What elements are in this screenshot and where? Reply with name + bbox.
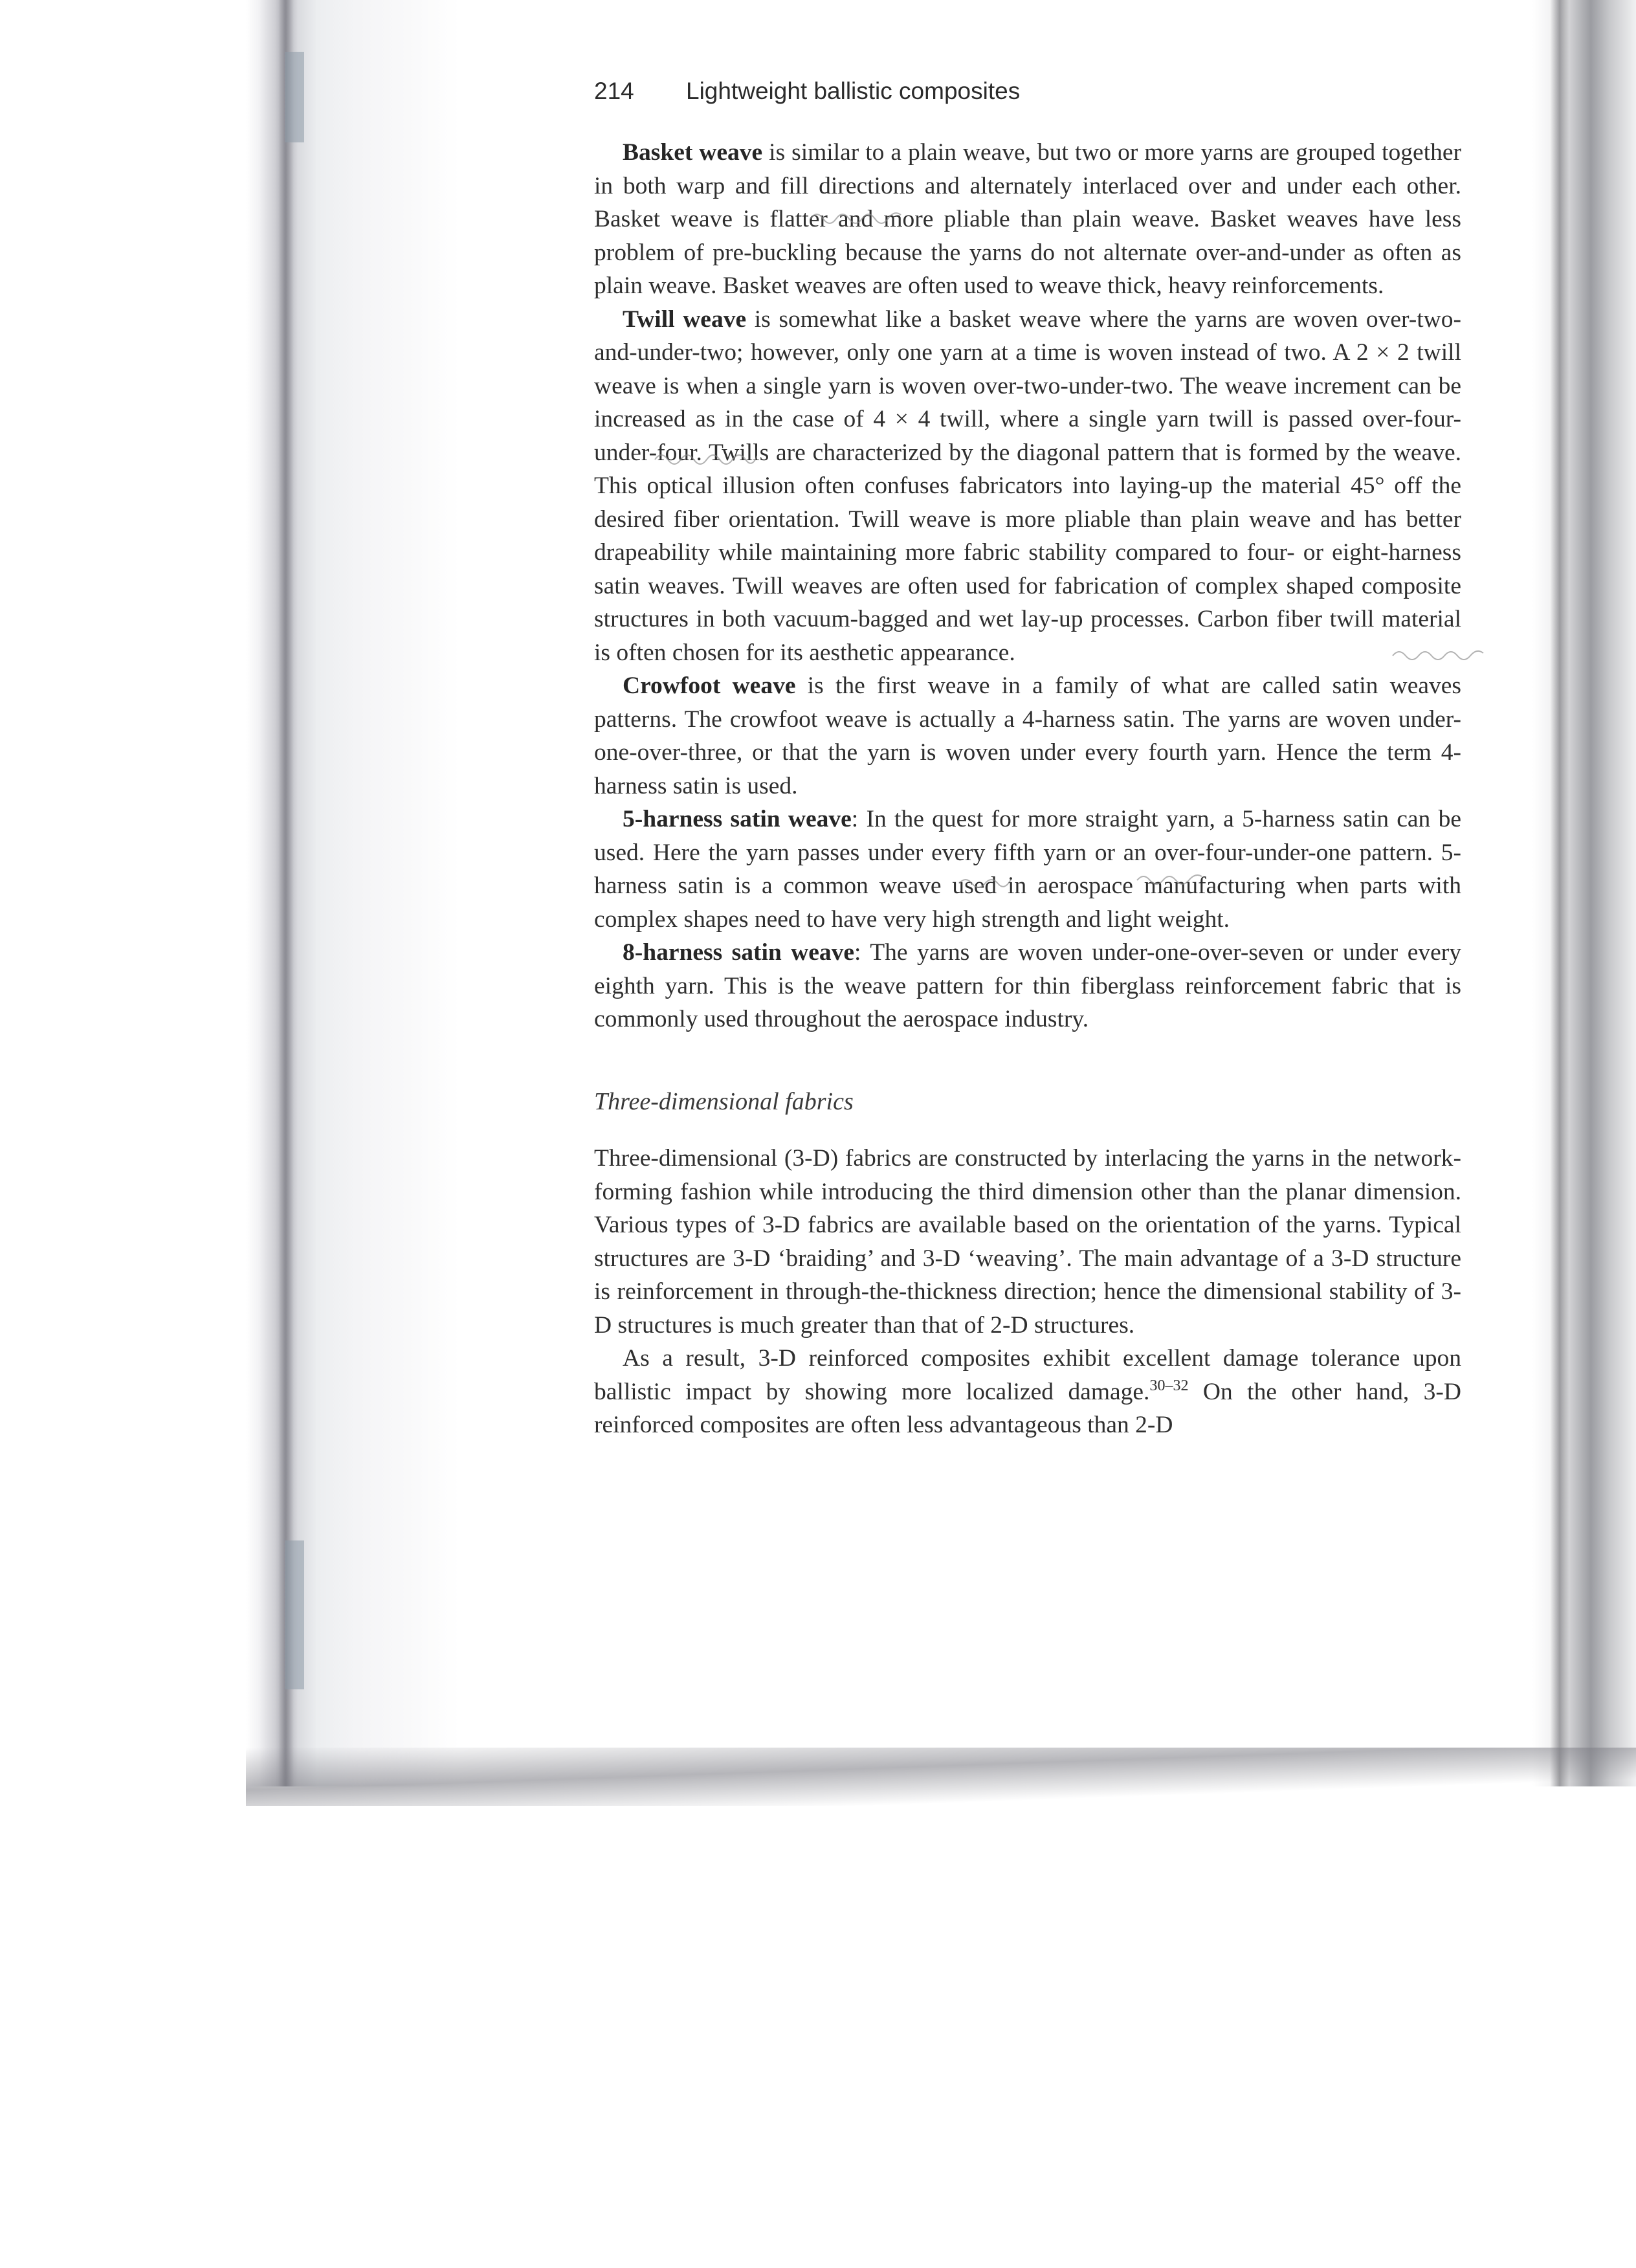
paragraph-text: is somewhat like a basket weave where the yarns are woven over-two-and-under-two; however, only one yarn at a time is woven instead of two. A 2 × 2 twill weave is when a single yarn is woven over-two-under-two. The weave increment can be increased as in the case of 4 × 4 twill, where a single yarn twill is passed over-four-under-four. Twills are characterized by the diagonal pattern that is formed by the weave. This optical illusion often confuses fabricators into laying-up the material 45° off the desired fiber orientation. Twill weave is more pliable than plain weave and has better drapeability while maintaining more fabric stability compared to four- or eight-harness satin weaves. Twill weaves are often used for fabrication of complex shaped composite structures in both vacuum-bagged and wet lay-up processes. Carbon fiber twill material is often chosen for its aesthetic appearance. — [594, 306, 1461, 666]
spine-stripe-top — [285, 52, 304, 142]
term-8-harness-satin: 8-harness satin weave — [623, 939, 855, 966]
book-page — [594, 78, 1461, 1442]
paragraph-text: is the first weave in a family of what are called satin weaves patterns. The crowfoot weave is actually a 4-harness satin. The yarns are woven under-one-over-three, or that the yarn is woven under every fourth yarn. Hence the term 4-harness satin is used. — [594, 673, 1461, 799]
page-bottom-edge-shadow — [246, 1748, 1636, 1806]
page-number: 214 — [594, 78, 634, 104]
spine-stripe-bottom — [285, 1540, 304, 1689]
pencil-annotation-squiggle — [958, 871, 1016, 890]
paragraph-text: is similar to a plain weave, but two or more yarns are grouped together in both warp and fill directions and alternately interlaced over and under each other. Basket weave is flatter and more pliable than plain weave. Basket weaves have less problem of pre-buckling because the yarns do not alternate over-and-under as often as plain weave. Basket weaves are often used to weave thick, heavy reinforcements. — [594, 139, 1461, 299]
paragraph-text: : The yarns are woven under-one-over-seven or under every eighth yarn. This is the weave pattern for thin fiberglass reinforcement fabric that is commonly used throughout the aerospace industry. — [594, 939, 1462, 1032]
paragraph-crowfoot-weave — [594, 669, 1461, 803]
term-basket-weave: Basket weave — [623, 139, 763, 166]
term-crowfoot-weave: Crowfoot weave — [623, 673, 796, 699]
paragraph-text: As a result, 3-D reinforced composites exhibit excellent damage tolerance upon ballistic impact by showing more localized damage. — [594, 1345, 1461, 1405]
running-title: Lightweight ballistic composites — [686, 78, 1021, 104]
pencil-annotation-squiggle — [1391, 644, 1495, 663]
term-5-harness-satin: 5-harness satin weave — [623, 806, 852, 832]
pencil-annotation-squiggle — [1136, 867, 1207, 887]
body-text — [594, 136, 1461, 1442]
pencil-annotation-squiggle — [809, 206, 906, 225]
pencil-annotation-squiggle — [654, 447, 757, 466]
paragraph-text: : In the quest for more straight yarn, a 5-harness satin can be used. Here the yarn passes under every fifth yarn or an over-four-under-one pattern. 5-harness satin is a common weave used in aerospace manufacturing when parts with complex shapes need to have very high strength and light weight. — [594, 806, 1461, 933]
citation-ref: 30–32 — [1149, 1377, 1189, 1394]
paragraph-8-harness-satin — [594, 936, 1461, 1036]
paragraph-3d-composites — [594, 1342, 1461, 1442]
paragraph-text: On the other hand, 3-D reinforced composites are often less advantageous than 2-D — [594, 1378, 1461, 1438]
page-right-edge-shadow — [1532, 0, 1636, 1786]
paragraph-5-harness-satin — [594, 803, 1461, 936]
paragraph-3d-fabrics: Three-dimensional (3-D) fabrics are constructed by interlacing the yarns in the network-forming fashion while introducing the third dimension other than the planar dimension. Various types of 3-D fabrics are available based on the orientation of the yarns. Typical structures are 3-D ‘braiding’ and 3-D ‘weaving’. The main advantage of a 3-D structure is reinforcement in through-the-thickness direction; hence the dimensional stability of 3-D structures is much greater than that of 2-D structures. — [594, 1145, 1461, 1339]
book-spine-crease — [278, 0, 294, 1786]
page-right-edge-crease — [1550, 0, 1569, 1786]
paragraph-twill-weave — [594, 303, 1461, 670]
running-header — [594, 78, 1461, 105]
term-twill-weave: Twill weave — [623, 306, 747, 333]
paragraph-basket-weave — [594, 136, 1461, 303]
section-heading: Three-dimensional fabrics — [594, 1087, 854, 1115]
